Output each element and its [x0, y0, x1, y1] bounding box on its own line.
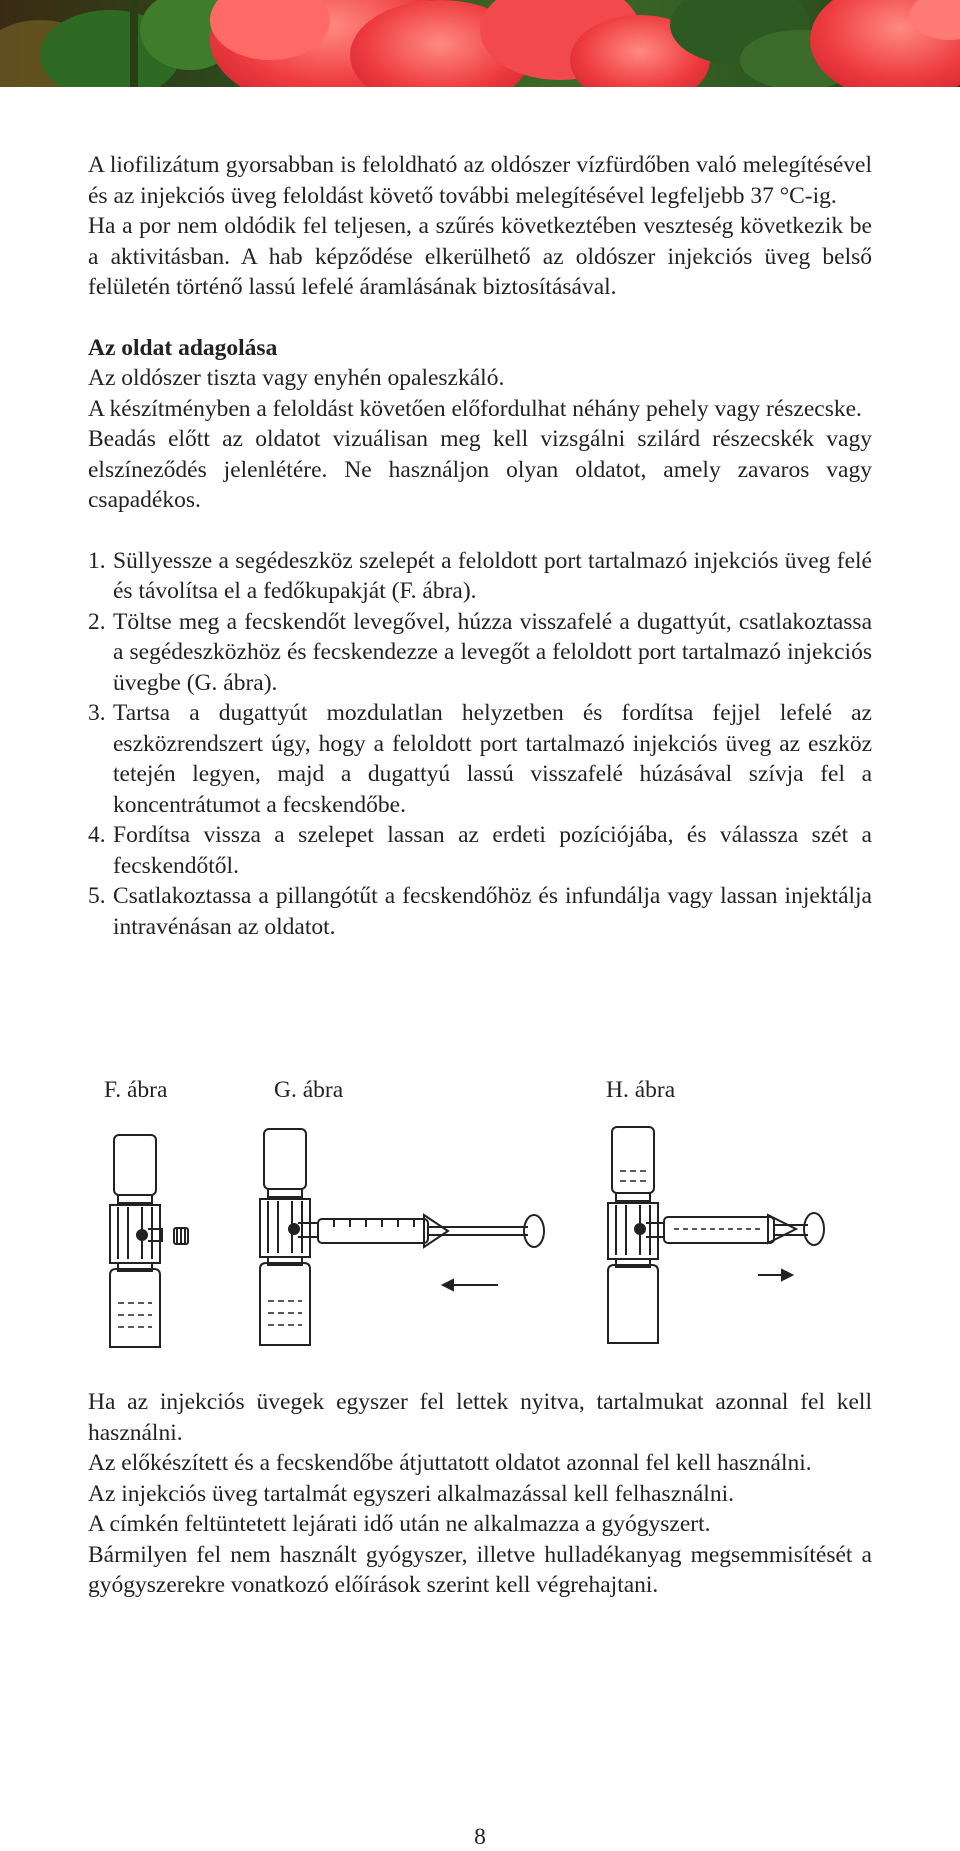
figure-f-drawing — [110, 1135, 188, 1347]
figures-row — [88, 1075, 888, 1355]
closing-paragraph-2: Az előkészített és a fecskendőbe átjuttatott oldatot azonnal fel kell használni. — [88, 1450, 812, 1476]
step-number: 3. — [88, 700, 106, 726]
intro-paragraph-2: Ha a por nem oldódik fel teljesen, a szűrés következtében veszteség következik be a aktivitásban. A hab képződése elkerülhető az oldószer injekciós üveg belső felületén történő lassú lefelé áramlásának biztosításával. — [88, 213, 872, 300]
figure-h-label: H. ábra — [606, 1077, 676, 1103]
step-number: 5. — [88, 883, 106, 909]
step-item — [88, 698, 872, 820]
instruction-steps — [88, 546, 872, 943]
figure-h-drawing — [608, 1127, 824, 1343]
main-text — [88, 150, 872, 942]
step-number: 2. — [88, 608, 106, 635]
step-text: Töltse meg a fecskendőt levegővel, húzza visszafelé a dugattyút, csatlakoztassa a segédeszközhöz és fecskendezze a levegőt a feloldott port tartalmazó injekciós üvegbe (G. ábra). — [113, 608, 872, 696]
step-text: Csatlakoztassa a pillangótűt a fecskendőhöz és infundálja vagy lassan injektálja intravénásan az oldatot. — [113, 883, 872, 940]
step-item — [88, 546, 872, 607]
step-item — [88, 607, 872, 699]
step-item — [88, 881, 872, 942]
section-paragraph-1: Az oldószer tiszta vagy enyhén opaleszkáló. — [88, 365, 505, 391]
step-number: 4. — [88, 822, 106, 848]
step-number: 1. — [88, 547, 106, 574]
flower-banner-image — [0, 0, 960, 87]
closing-paragraph-3: Az injekciós üveg tartalmát egyszeri alkalmazással kell felhasználni. — [88, 1480, 734, 1507]
header-flower-banner — [0, 0, 960, 87]
step-item — [88, 820, 872, 881]
closing-paragraph-5: Bármilyen fel nem használt gyógyszer, illetve hulladékanyag megsemmisítését a gyógyszerekre vonatkozó előírások szerint kell végrehajtani. — [88, 1541, 872, 1598]
closing-paragraph-1: Ha az injekciós üvegek egyszer fel lettek nyitva, tartalmukat azonnal fel kell használni. — [88, 1389, 872, 1446]
section-heading: Az oldat adagolása — [88, 334, 278, 361]
figure-g-label: G. ábra — [274, 1077, 344, 1103]
step-text: Fordítsa vissza a szelepet lassan az erdeti pozíciójába, és válassza szét a fecskendőtől. — [113, 822, 872, 879]
step-text: Tartsa a dugattyút mozdulatlan helyzetben és fordítsa fejjel lefelé az eszközrendszert úgy, hogy a feloldott port tartalmazó injekciós üveg az eszköz tetején legyen, majd a dugattyú lassú visszafelé húzásával szívja fel a koncentrátumot a fecskendőbe. — [113, 700, 872, 818]
closing-text — [88, 1387, 872, 1601]
figures-illustration — [88, 1125, 888, 1355]
figure-g-drawing — [260, 1129, 544, 1345]
figure-f-label: F. ábra — [104, 1077, 168, 1103]
step-text: Süllyessze a segédeszköz szelepét a feloldott port tartalmazó injekciós üveg felé és távolítsa el a fedőkupakját (F. ábra). — [113, 547, 872, 604]
intro-paragraph-1: A liofilizátum gyorsabban is feloldható az oldószer vízfürdőben való melegítésével és az injekciós üveg feloldást követő további melegítésével legfeljebb 37 °C-ig. — [88, 152, 872, 209]
page-number: 8 — [474, 1824, 486, 1850]
section-paragraph-2: A készítményben a feloldást követően előfordulhat néhány pehely vagy részecske. — [88, 395, 862, 422]
closing-paragraph-4: A címkén feltüntetett lejárati idő után ne alkalmazza a gyógyszert. — [88, 1511, 711, 1537]
section-paragraph-3: Beadás előtt az oldatot vizuálisan meg kell vizsgálni szilárd részecskék vagy elszíneződés jelenlétére. Ne használjon olyan oldatot, amely zavaros vagy csapadékos. — [88, 426, 872, 513]
